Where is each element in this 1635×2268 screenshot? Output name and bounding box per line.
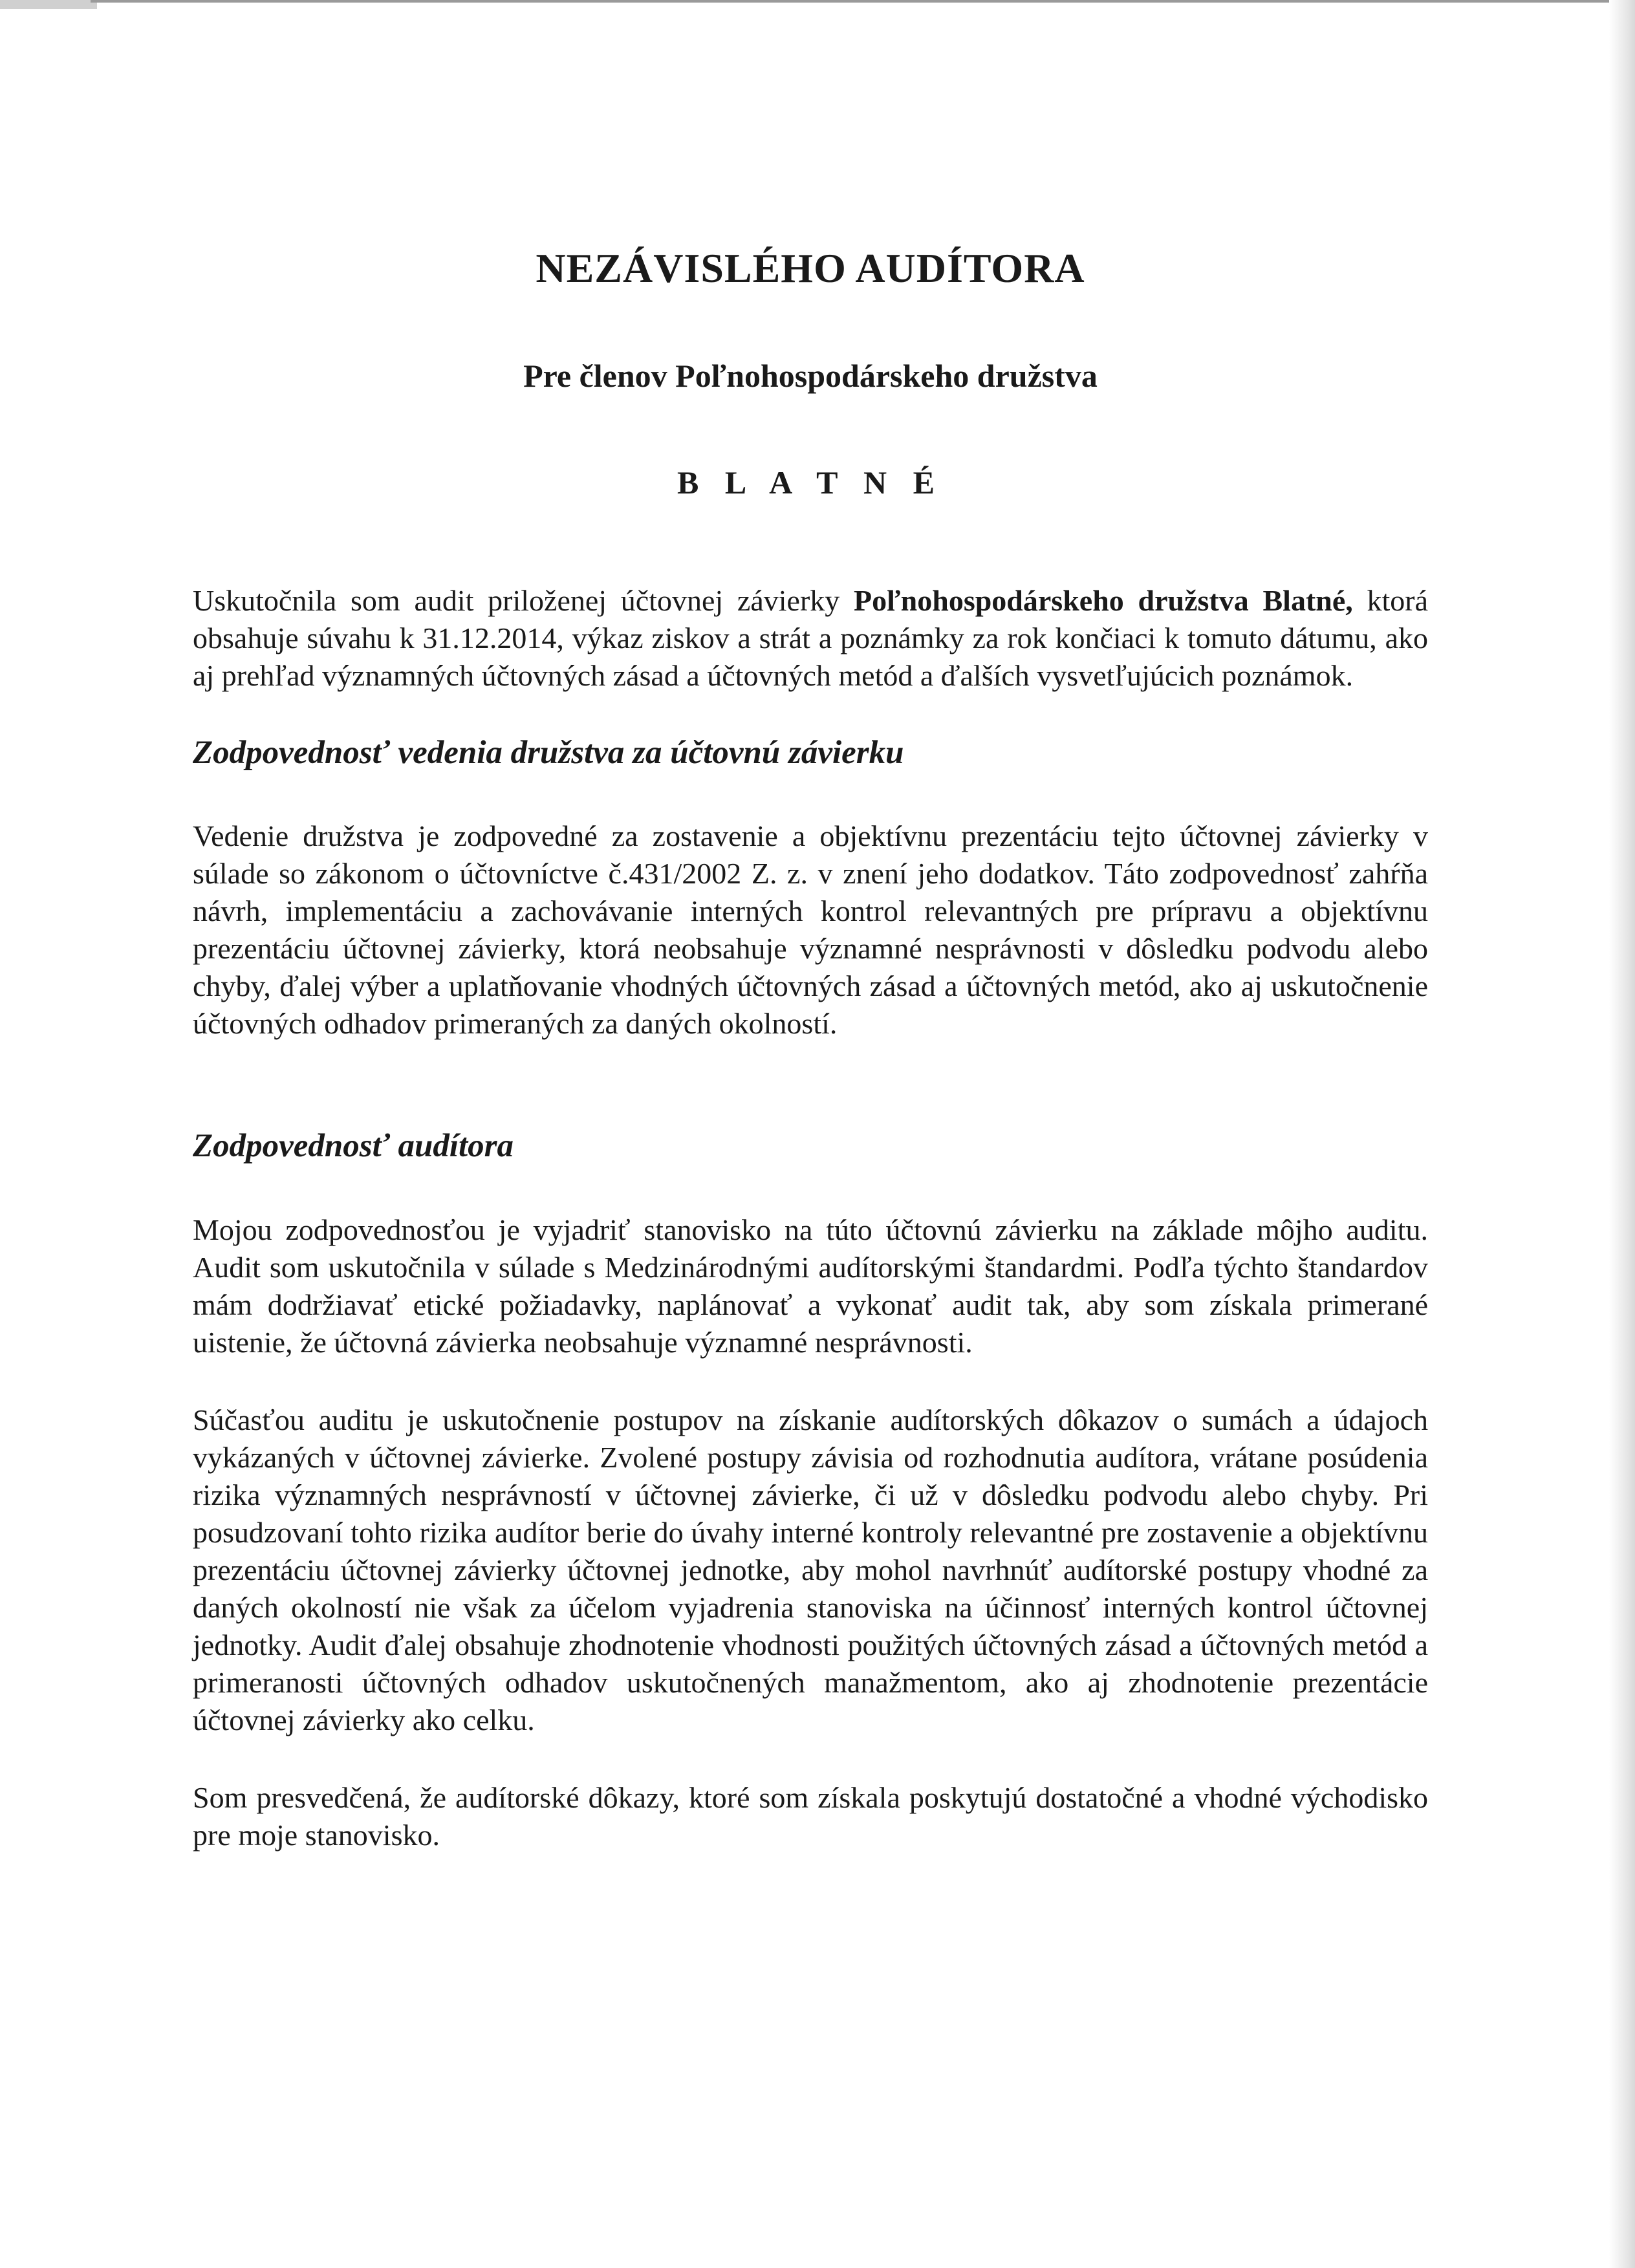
intro-paragraph — [193, 582, 1428, 695]
document-subtitle: Pre členov Poľnohospodárskeho družstva — [523, 358, 1098, 394]
scan-edge-top — [91, 0, 1610, 3]
management-responsibility-heading: Zodpovednosť vedenia družstva za účtovnú závierku — [193, 735, 904, 772]
scan-mark — [0, 0, 97, 9]
intro-lead: Uskutočnila som audit priloženej účtovnej závierky — [193, 584, 854, 618]
auditor-paragraph-1: Mojou zodpovednosťou je vyjadriť stanovisko na túto účtovnú závierku na základe môjho auditu. Audit som uskutočnila v súlade s Medzinárodnými audítorskými štandardmi. Podľa týchto štandardov mám dodržiavať etické požiadavky, naplánovať a vykonať audit tak, aby som získala primerané uistenie, že účtovná závierka neobsahuje významné nesprávnosti. — [193, 1213, 1428, 1359]
scan-edge-right — [1609, 0, 1635, 2268]
auditor-responsibility-heading: Zodpovednosť audítora — [193, 1128, 514, 1165]
entity-name: B L A T N É — [677, 464, 944, 501]
auditor-paragraph-3: Som presvedčená, že audítorské dôkazy, ktoré som získala poskytujú dostatočné a vhodné východisko pre moje stanovisko. — [193, 1780, 1428, 1852]
document-title: NEZÁVISLÉHO AUDÍTORA — [536, 245, 1085, 291]
auditor-paragraph-2: Súčasťou auditu je uskutočnenie postupov na získanie audítorských dôkazov o sumách a údajoch vykázaných v účtovnej závierke. Zvolené postupy závisia od rozhodnutia audítora, vrátane posúdenia rizika významných nesprávností v účtovnej závierke, či už v dôsledku podvodu alebo chyby. Pri posudzovaní tohto rizika audítor berie do úvahy interné kontroly relevantné pre zostavenie a objektívnu prezentáciu účtovnej závierky účtovnej jednotke, aby mohol navrhnúť audítorské postupy vhodné za daných okolností nie však za účelom vyjadrenia stanoviska na účinnosť interných kontrol účtovnej jednotky. Audit ďalej obsahuje zhodnotenie vhodnosti použitých účtovných zásad a účtovných metód a primeranosti účtovných odhadov uskutočnených manažmentom, ako aj zhodnotenie prezentácie účtovnej závierky ako celku. — [193, 1403, 1428, 1736]
intro-entity-name: Poľnohospodárskeho družstva Blatné, — [854, 584, 1353, 618]
intro-rest: ktorá obsahuje súvahu k 31.12.2014, výkaz ziskov a strát a poznámky za rok končiaci k tomuto dátumu, ako aj prehľad významných účtovných zásad a účtovných metód a ďalších vysvetľujúcich poznámok. — [193, 584, 1429, 693]
document-page — [193, 246, 1428, 1854]
management-responsibility-paragraph: Vedenie družstva je zodpovedné za zostavenie a objektívnu prezentáciu tejto účtovnej závierky v súlade so zákonom o účtovníctve č.431/2002 Z. z. v znení jeho dodatkov. Táto zodpovednosť zahŕňa návrh, implementáciu a zachovávanie interných kontrol relevantných pre prípravu a objektívnu prezentáciu účtovnej závierky, ktorá neobsahuje významné nesprávnosti v dôsledku podvodu alebo chyby, ďalej výber a uplatňovanie vhodných účtovných zásad a účtovných metód, ako aj uskutočnenie účtovných odhadov primeraných za daných okolností. — [193, 819, 1428, 1041]
